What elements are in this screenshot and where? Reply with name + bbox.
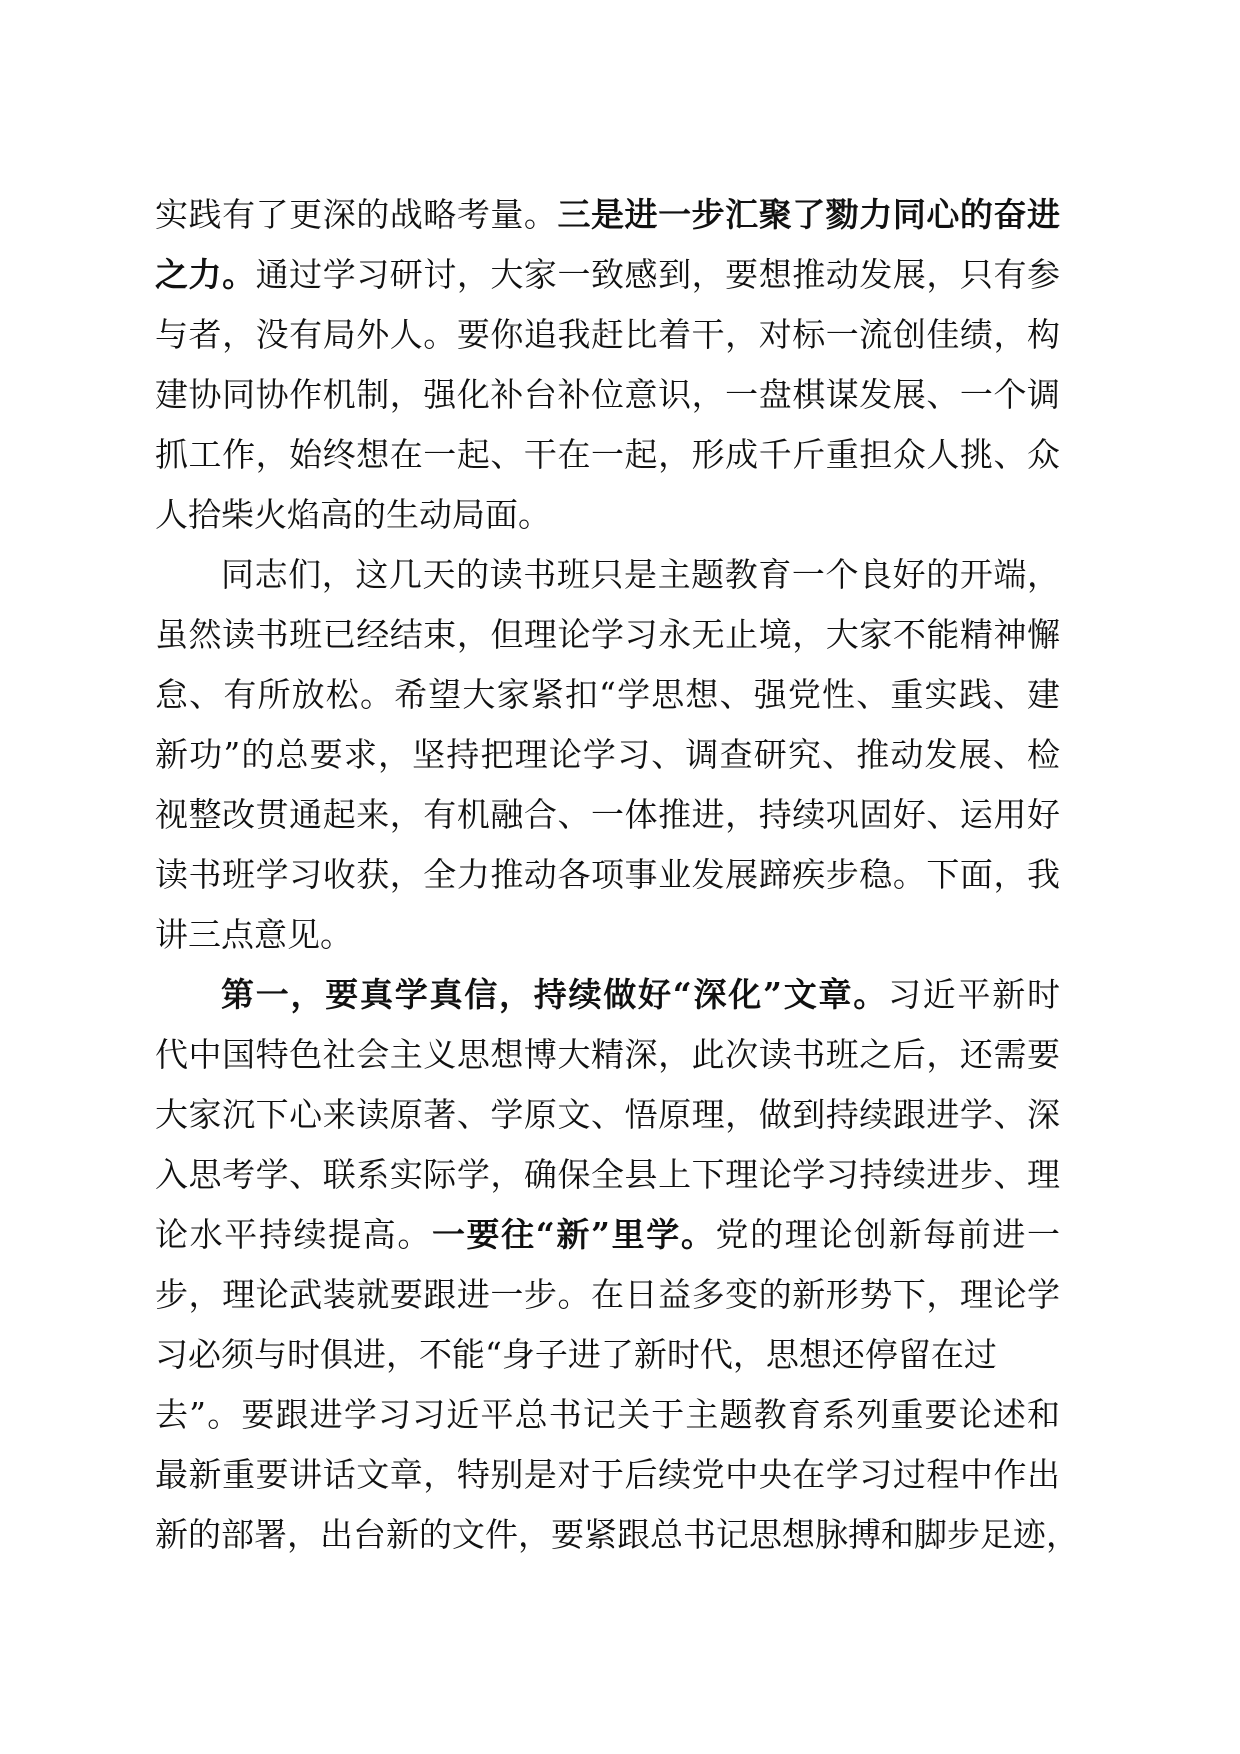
- body-text: 最新重要讲话文章，特别是对于后续党中央在学习过程中作出: [155, 1455, 1060, 1494]
- body-text: 入思考学、联系实际学，确保全县上下理论学习持续进步、理: [155, 1155, 1060, 1194]
- text-line: [155, 485, 1060, 545]
- paragraph: [155, 965, 1079, 1565]
- body-text: 党的理论创新每前进一: [715, 1215, 1061, 1254]
- text-line: [155, 665, 1060, 725]
- text-line: [155, 1325, 1060, 1385]
- text-line: [155, 965, 1060, 1025]
- bold-heading-text: 一要往“新”里学。: [431, 1215, 716, 1254]
- text-line: [155, 905, 1060, 965]
- text-line: [155, 245, 1060, 305]
- body-text: 论水平持续提高。: [155, 1215, 432, 1254]
- body-text: 同志们，这几天的读书班只是主题教育一个良好的开端，: [221, 555, 1060, 594]
- body-text: 通过学习研讨，大家一致感到，要想推动发展，只有参: [255, 255, 1061, 294]
- body-text: 习必须与时俱进，不能“身子进了新时代，思想还停留在过: [155, 1335, 997, 1374]
- document-body: [155, 185, 1079, 1565]
- bold-heading-text: 第一，要真学真信，持续做好“深化”文章。: [221, 975, 888, 1014]
- body-text: 实践有了更深的战略考量。: [155, 195, 558, 234]
- text-line: [155, 725, 1060, 785]
- text-line: [155, 305, 1060, 365]
- text-line: [155, 1505, 1079, 1565]
- body-text: 建协同协作机制，强化补台补位意识，一盘棋谋发展、一个调: [155, 375, 1060, 414]
- text-line: [155, 605, 1060, 665]
- body-text: 抓工作，始终想在一起、干在一起，形成千斤重担众人挑、众: [155, 435, 1060, 474]
- text-line: [155, 1385, 1060, 1445]
- body-text: 新的部署，出台新的文件，要紧跟总书记思想脉搏和脚步足迹，: [155, 1515, 1079, 1554]
- body-text: 虽然读书班已经结束，但理论学习永无止境，大家不能精神懈: [155, 615, 1060, 654]
- text-line: [155, 785, 1060, 845]
- bold-heading-text: 之力。: [155, 255, 256, 294]
- body-text: 习近平新时: [888, 975, 1061, 1014]
- body-text: 怠、有所放松。希望大家紧扣“学思想、强党性、重实践、建: [155, 675, 1060, 714]
- body-text: 人拾柴火焰高的生动局面。: [155, 495, 551, 534]
- body-text: 讲三点意见。: [155, 915, 353, 954]
- text-line: [155, 1025, 1060, 1085]
- body-text: 代中国特色社会主义思想博大精深，此次读书班之后，还需要: [155, 1035, 1060, 1074]
- body-text: 步，理论武装就要跟进一步。在日益多变的新形势下，理论学: [155, 1275, 1060, 1314]
- body-text: 与者，没有局外人。要你追我赶比着干，对标一流创佳绩，构: [155, 315, 1060, 354]
- text-line: [155, 365, 1060, 425]
- text-line: [155, 545, 1060, 605]
- body-text: 去”。要跟进学习习近平总书记关于主题教育系列重要论述和: [155, 1395, 1060, 1434]
- text-line: [155, 1265, 1060, 1325]
- text-line: [155, 425, 1060, 485]
- text-line: [155, 1145, 1060, 1205]
- text-line: [155, 1085, 1060, 1145]
- bold-heading-text: 三是进一步汇聚了勠力同心的奋进: [557, 195, 1061, 234]
- paragraph: [155, 185, 1060, 545]
- text-line: [155, 185, 1060, 245]
- text-line: [155, 1205, 1060, 1265]
- body-text: 视整改贯通起来，有机融合、一体推进，持续巩固好、运用好: [155, 795, 1060, 834]
- paragraph: [155, 545, 1060, 965]
- body-text: 大家沉下心来读原著、学原文、悟原理，做到持续跟进学、深: [155, 1095, 1060, 1134]
- body-text: 新功”的总要求，坚持把理论学习、调查研究、推动发展、检: [155, 735, 1060, 774]
- text-line: [155, 845, 1060, 905]
- text-line: [155, 1445, 1060, 1505]
- body-text: 读书班学习收获，全力推动各项事业发展蹄疾步稳。下面，我: [155, 855, 1060, 894]
